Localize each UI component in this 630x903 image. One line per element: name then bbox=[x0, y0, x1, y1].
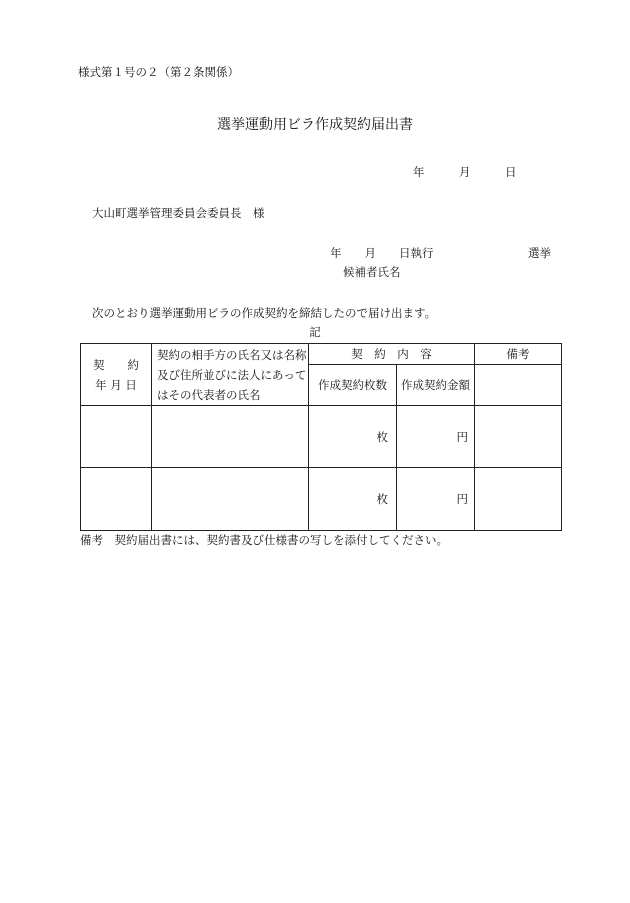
cell-counterparty bbox=[152, 406, 309, 468]
table-header-row bbox=[81, 344, 562, 365]
candidate-name-label: 候補者氏名 bbox=[343, 265, 401, 279]
header-remarks-blank bbox=[475, 365, 562, 406]
cell-sheets: 枚 bbox=[309, 468, 397, 531]
contract-table bbox=[80, 343, 562, 531]
cell-remarks bbox=[475, 468, 562, 531]
form-number: 様式第１号の２（第２条関係） bbox=[78, 65, 239, 79]
cell-amount: 円 bbox=[397, 406, 475, 468]
header-counterparty-line: はその代表者の氏名 bbox=[157, 387, 261, 402]
cell-remarks bbox=[475, 406, 562, 468]
cell-sheets: 枚 bbox=[309, 406, 397, 468]
header-sheets: 作成契約枚数 bbox=[309, 365, 397, 406]
election-suffix: 選挙 bbox=[528, 246, 551, 260]
footnote: 備考 契約届出書には、契約書及び仕様書の写しを添付してください。 bbox=[80, 533, 448, 547]
table-row bbox=[81, 406, 562, 468]
header-contract-details: 契 約 内 容 bbox=[309, 344, 475, 365]
submission-date-line: 年 月 日 bbox=[413, 165, 517, 179]
header-contract-date-line: 年 月 日 bbox=[95, 377, 137, 392]
cell-counterparty bbox=[152, 468, 309, 531]
header-counterparty-line: 契約の相手方の氏名又は名称 bbox=[157, 347, 307, 362]
document-title: 選挙運動用ビラ作成契約届出書 bbox=[217, 117, 413, 133]
header-contract-date-line: 契 約 bbox=[93, 357, 139, 372]
addressee: 大山町選挙管理委員会委員長 様 bbox=[92, 206, 265, 220]
header-contract-date bbox=[81, 344, 152, 406]
statement-text: 次のとおり選挙運動用ビラの作成契約を締結したので届け出ます。 bbox=[92, 306, 437, 320]
cell-contract-date bbox=[81, 406, 152, 468]
cell-contract-date bbox=[81, 468, 152, 531]
header-counterparty-line: 及び住所並びに法人にあって bbox=[157, 367, 307, 382]
header-amount: 作成契約金額 bbox=[397, 365, 475, 406]
header-remarks: 備考 bbox=[475, 344, 562, 365]
ki-heading: 記 bbox=[309, 325, 321, 339]
cell-amount: 円 bbox=[397, 468, 475, 531]
header-counterparty bbox=[152, 344, 309, 406]
election-date-label: 年 月 日執行 bbox=[330, 246, 434, 260]
table-row bbox=[81, 468, 562, 531]
